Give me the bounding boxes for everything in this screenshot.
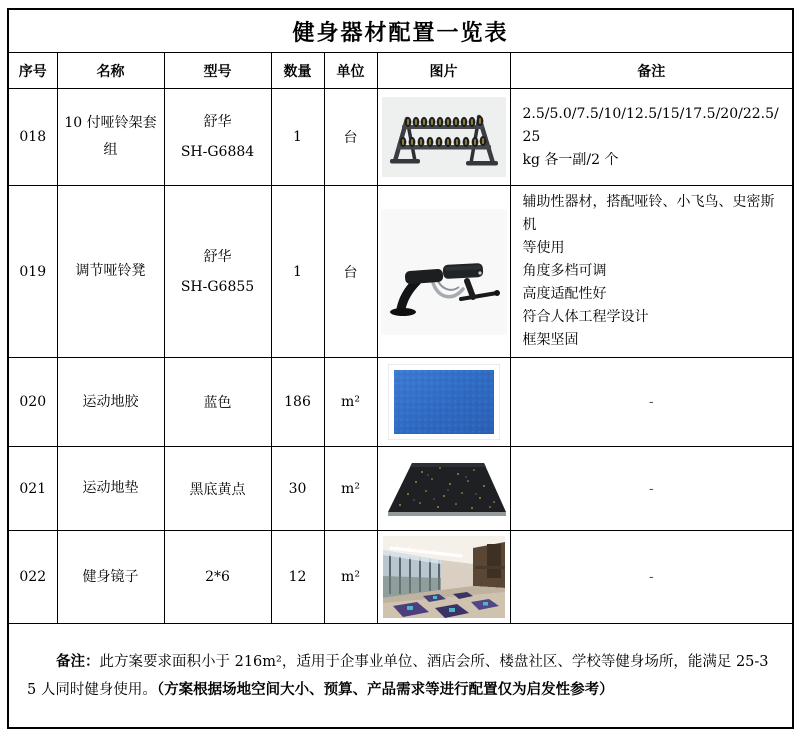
model-cell [164,358,271,447]
table-row-018 [8,89,793,186]
serial-cell: 020 [8,358,57,447]
remark-line: 辅助性器材，搭配哑铃、小飞鸟、史密斯机 [522,194,775,233]
remark-line: 角度多档可调 [522,263,607,279]
picture-cell [377,531,510,624]
qty-cell: 12 [271,531,324,624]
picture-cell [377,447,510,531]
footer-note-text: 此方案要求面积小于 216m²，适用于企事业单位、酒店会所、楼盘社区、学校等健身场所，能满足 25-35 人同时健身使用。 [27,653,769,698]
remark-line: 2.5/5.0/7.5/10/12.5/15/17.5/20/22.5/25 [522,105,779,145]
model-cell [164,89,271,186]
unit-cell: 台 [324,89,377,186]
model-color: 黑底黄点 [189,481,246,498]
remark-cell [510,358,793,447]
remark-line: 框架坚固 [522,332,579,348]
header-model: 型号 [164,53,271,89]
remark-dash: - [648,569,654,585]
table-row-021 [8,447,793,531]
name-cell: 运动地胶 [57,358,164,447]
table-row-020 [8,358,793,447]
header-name: 名称 [57,53,164,89]
page-title: 健身器材配置一览表 [292,19,509,46]
footer-note-label: 备注： [56,652,100,670]
unit-cell: 台 [324,186,377,358]
header-picture: 图片 [377,53,510,89]
document-page [0,8,800,704]
model-number: SH-G6884 [180,144,255,160]
serial-cell: 019 [8,186,57,358]
qty-cell: 186 [271,358,324,447]
serial-cell: 022 [8,531,57,624]
serial-cell: 021 [8,447,57,531]
name-cell: 运动地垫 [57,447,164,531]
dumbbell-rack-image [382,97,506,177]
blue-flooring-image [388,364,500,440]
model-cell [164,186,271,358]
name-cell: 10 付哑铃架套组 [57,89,164,186]
table-row-019 [8,186,793,358]
name-cell: 健身镜子 [57,531,164,624]
header-remark: 备注 [510,53,793,89]
unit-cell: m² [324,358,377,447]
footer-note-paren: （方案根据场地空间大小、预算、产品需求等进行配置仅为启发性参考） [156,680,614,698]
model-size: 2*6 [205,569,230,585]
serial-cell: 018 [8,89,57,186]
picture-cell [377,89,510,186]
remark-cell [510,89,793,186]
remark-line: 高度适配性好 [522,286,607,302]
qty-cell: 1 [271,89,324,186]
rubber-mat-image [380,450,508,528]
header-no: 序号 [8,53,57,89]
remark-cell [510,447,793,531]
table-row-022 [8,531,793,624]
remark-cell [510,531,793,624]
title-row [8,9,793,53]
unit-cell: m² [324,447,377,531]
qty-cell: 30 [271,447,324,531]
name-cell: 调节哑铃凳 [57,186,164,358]
model-cell [164,447,271,531]
model-brand: 舒华 [203,114,232,130]
remark-cell [510,186,793,358]
footer-note-cell [8,624,793,729]
footer-note-row [8,624,793,729]
remark-dash: - [648,480,654,497]
model-color: 蓝色 [203,395,232,411]
model-brand: 舒华 [203,248,232,265]
gym-mirror-image [383,536,505,618]
adjustable-bench-image [381,209,507,335]
model-cell [164,531,271,624]
remark-line: kg 各一副/2 个 [522,151,619,168]
qty-cell: 1 [271,186,324,358]
remark-line: 等使用 [522,240,565,256]
unit-cell: m² [324,531,377,624]
picture-cell [377,358,510,447]
header-unit: 单位 [324,53,377,89]
equipment-table [7,8,794,729]
picture-cell [377,186,510,358]
model-number: SH-G6855 [180,278,255,295]
table-header-row [8,53,793,89]
remark-dash: - [648,394,654,410]
header-qty: 数量 [271,53,324,89]
footer-note [27,648,774,704]
remark-line: 符合人体工程学设计 [522,309,649,325]
